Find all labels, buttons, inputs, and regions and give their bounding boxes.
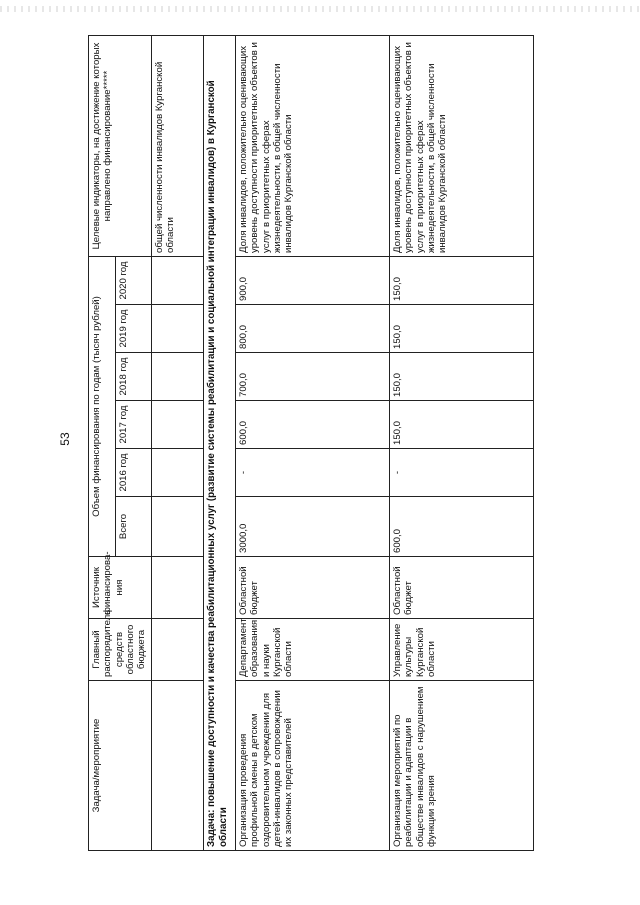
task-heading: Задача: повышение доступности и качества реабилитационных услуг (развитие системы реабилитации и социальной интеграции инвалидов) в Курганской области [204,36,236,851]
indicator-cell: Доля инвалидов, положительно оценивающих уровень доступности приоритетных объектов и услуг в приоритетных сферах жизнедеятельности, в общей численности инвалидов Курганской области [236,36,390,257]
header-2016: 2016 год [116,449,152,497]
value-2020-cell: 900,0 [236,257,390,305]
scan-artifact [0,6,640,12]
header-2017: 2017 год [116,401,152,449]
header-source: Источник финансирова-ния [89,557,152,619]
total-cell: 600,0 [390,497,534,557]
header-total: Всего [116,497,152,557]
source-cell: Областной бюджет [390,557,534,619]
table-row [390,36,534,851]
activity-cell: Организация проведения профильной смены в детском оздоровительном учреждении для детей-инвалидов в сопровождении их законных представителей [236,681,390,851]
value-2020-cell: 150,0 [390,257,534,305]
financing-table [88,35,534,851]
header-2020: 2020 год [116,257,152,305]
value-2017-cell: 600,0 [236,401,390,449]
value-2019-cell: 150,0 [390,305,534,353]
table-row [152,36,204,851]
header-2019: 2019 год [116,305,152,353]
header-indicators: Целевые индикаторы, на достижение которых направлено финансирование***** [89,36,152,257]
value-2017-cell: 150,0 [390,401,534,449]
header-manager: Главный распорядитель средств областного бюджета [89,619,152,681]
carry-indicator: общей численности инвалидов Курганской области [152,36,204,257]
manager-cell: Департамент образования и науки Курганской области [236,619,390,681]
header-task: Задача/мероприятие [89,681,152,851]
value-2018-cell: 150,0 [390,353,534,401]
rotated-table-container [88,36,615,851]
table-row [236,36,390,851]
source-cell: Областной бюджет [236,557,390,619]
manager-cell: Управление культуры Курганской области [390,619,534,681]
indicator-cell: Доля инвалидов, положительно оценивающих уровень доступности приоритетных объектов и услуг в приоритетных сферах жизнедеятельности, в общей численности инвалидов Курганской области [390,36,534,257]
header-2018: 2018 год [116,353,152,401]
value-2016-cell: - [390,449,534,497]
total-cell: 3000,0 [236,497,390,557]
activity-cell: Организация мероприятий по реабилитации и адаптации в обществе инвалидов с нарушением функции зрения [390,681,534,851]
value-2018-cell: 700,0 [236,353,390,401]
header-volume: Объем финансирования по годам (тысяч рублей) [89,257,116,557]
value-2016-cell: - [236,449,390,497]
value-2019-cell: 800,0 [236,305,390,353]
page-number: 53 [58,432,72,446]
